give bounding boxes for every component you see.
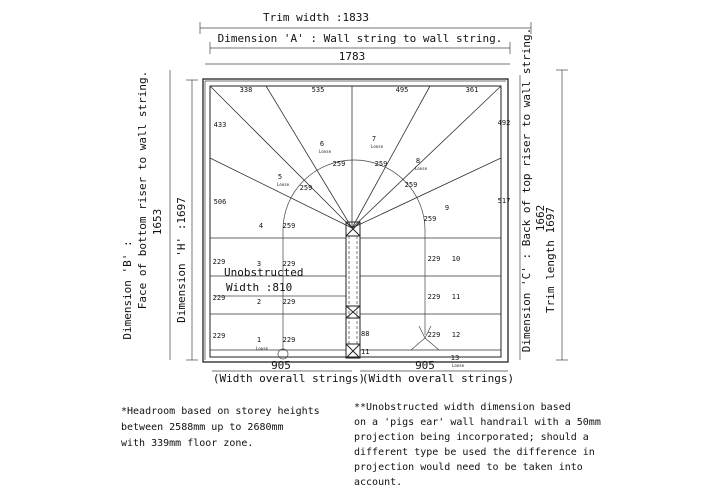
headroom-line-3: with 339mm floor zone. [121, 438, 254, 449]
width-1783-label: 1783 [338, 50, 366, 63]
side-values [214, 119, 511, 206]
dimension-b-line1: Dimension 'B' : [121, 240, 134, 340]
centre-newel [346, 222, 369, 358]
value-1662-label: 1662 [534, 204, 547, 232]
top-width-535: 535 [311, 86, 325, 94]
unobstructed-note-line-6: account. [354, 477, 403, 488]
step-11-number: 11 [451, 293, 461, 301]
left-col-229-mid: 229 [212, 294, 226, 302]
top-width-338: 338 [239, 86, 253, 94]
headroom-note [121, 406, 320, 449]
width-overall-strings-right: (Width overall strings) [361, 372, 515, 385]
width-overall-strings-left: (Width overall strings) [212, 372, 366, 385]
step-13-number: 13 [450, 354, 460, 362]
dimension-a-label: Dimension 'A' : Wall string to wall string. [217, 32, 503, 45]
newel-value-11: 11 [361, 348, 370, 356]
step-1-tag: Loose [255, 346, 269, 351]
right-517: 517 [497, 197, 511, 205]
step-7-tag: Loose [370, 144, 384, 149]
left-col-229-top: 229 [212, 258, 226, 266]
step-labels [213, 135, 465, 368]
right-492: 492 [497, 119, 511, 127]
step-8-tag: Loose [414, 166, 428, 171]
newel-value-88: 88 [361, 330, 370, 338]
step-4-going: 259 [282, 222, 296, 230]
step-11-going: 229 [427, 293, 441, 301]
step-5-tag: Loose [276, 182, 290, 187]
step-4-number: 4 [258, 222, 264, 230]
staircase-outline [203, 79, 508, 362]
unobstructed-note-line-1: **Unobstructed width dimension based [354, 402, 571, 413]
unobstructed-width: Width :810 [226, 281, 293, 294]
unobstructed-note [354, 402, 601, 488]
step-5-number: 5 [277, 173, 283, 181]
dimension-b-line2: Face of bottom riser to wall string. [136, 70, 149, 310]
trim-width-label: Trim width :1833 [263, 11, 369, 24]
left-col-229-bottom: 229 [212, 332, 226, 340]
step-6-going: 259 [332, 160, 346, 168]
step-9-number: 9 [444, 204, 450, 212]
step-7-number: 7 [371, 135, 377, 143]
headroom-line-2: between 2588mm up to 2680mm [121, 422, 284, 433]
step-3-number: 3 [256, 260, 262, 268]
bottom-dimensions [212, 359, 514, 385]
step-12-going: 229 [427, 331, 441, 339]
dimension-c-label: Dimension 'C' : Back of top riser to wall string. [520, 27, 533, 353]
step-1-number: 1 [256, 336, 262, 344]
top-width-495: 495 [395, 86, 409, 94]
unobstructed-annotation [214, 266, 346, 296]
step-10-number: 10 [451, 255, 461, 263]
top-width-361: 361 [465, 86, 479, 94]
unobstructed-note-line-5: projection would need to be taken into [354, 462, 583, 473]
value-1653-label: 1653 [151, 208, 164, 236]
step-6-number: 6 [319, 140, 325, 148]
left-506: 506 [213, 198, 227, 206]
step-5-going: 259 [299, 184, 313, 192]
step-8-number: 8 [415, 157, 421, 165]
bottom-905-right: 905 [415, 359, 435, 372]
unobstructed-note-line-3: projection being incorporated; should a [354, 432, 589, 443]
unobstructed-note-line-4: different type be used the difference in [354, 447, 595, 458]
step-12-number: 12 [451, 331, 461, 339]
step-13-tag: Loose [451, 363, 465, 368]
winder-treads [210, 86, 501, 228]
step-6-tag: Loose [318, 149, 332, 154]
step-2-going: 229 [282, 298, 296, 306]
headroom-line-1: *Headroom based on storey heights [121, 406, 320, 417]
step-7-going: 259 [374, 160, 388, 168]
trim-length-label: Trim length 1697 [544, 207, 557, 313]
step-8-going: 259 [404, 181, 418, 189]
left-433: 433 [213, 121, 227, 129]
bottom-905-left: 905 [271, 359, 291, 372]
dimension-h-label: Dimension 'H' :1697 [175, 197, 188, 323]
top-widths [240, 86, 479, 94]
step-1-going: 229 [282, 336, 296, 344]
unobstructed-title: Unobstructed [224, 266, 304, 279]
left-dimensions [121, 70, 198, 360]
step-3-going: 229 [282, 260, 296, 268]
top-dimensions [200, 11, 531, 64]
unobstructed-note-line-2: on a 'pigs ear' wall handrail with a 50mm [354, 417, 601, 428]
right-dimensions [520, 28, 568, 360]
step-2-number: 2 [256, 298, 262, 306]
step-9-going: 259 [423, 215, 437, 223]
step-10-going: 229 [427, 255, 441, 263]
